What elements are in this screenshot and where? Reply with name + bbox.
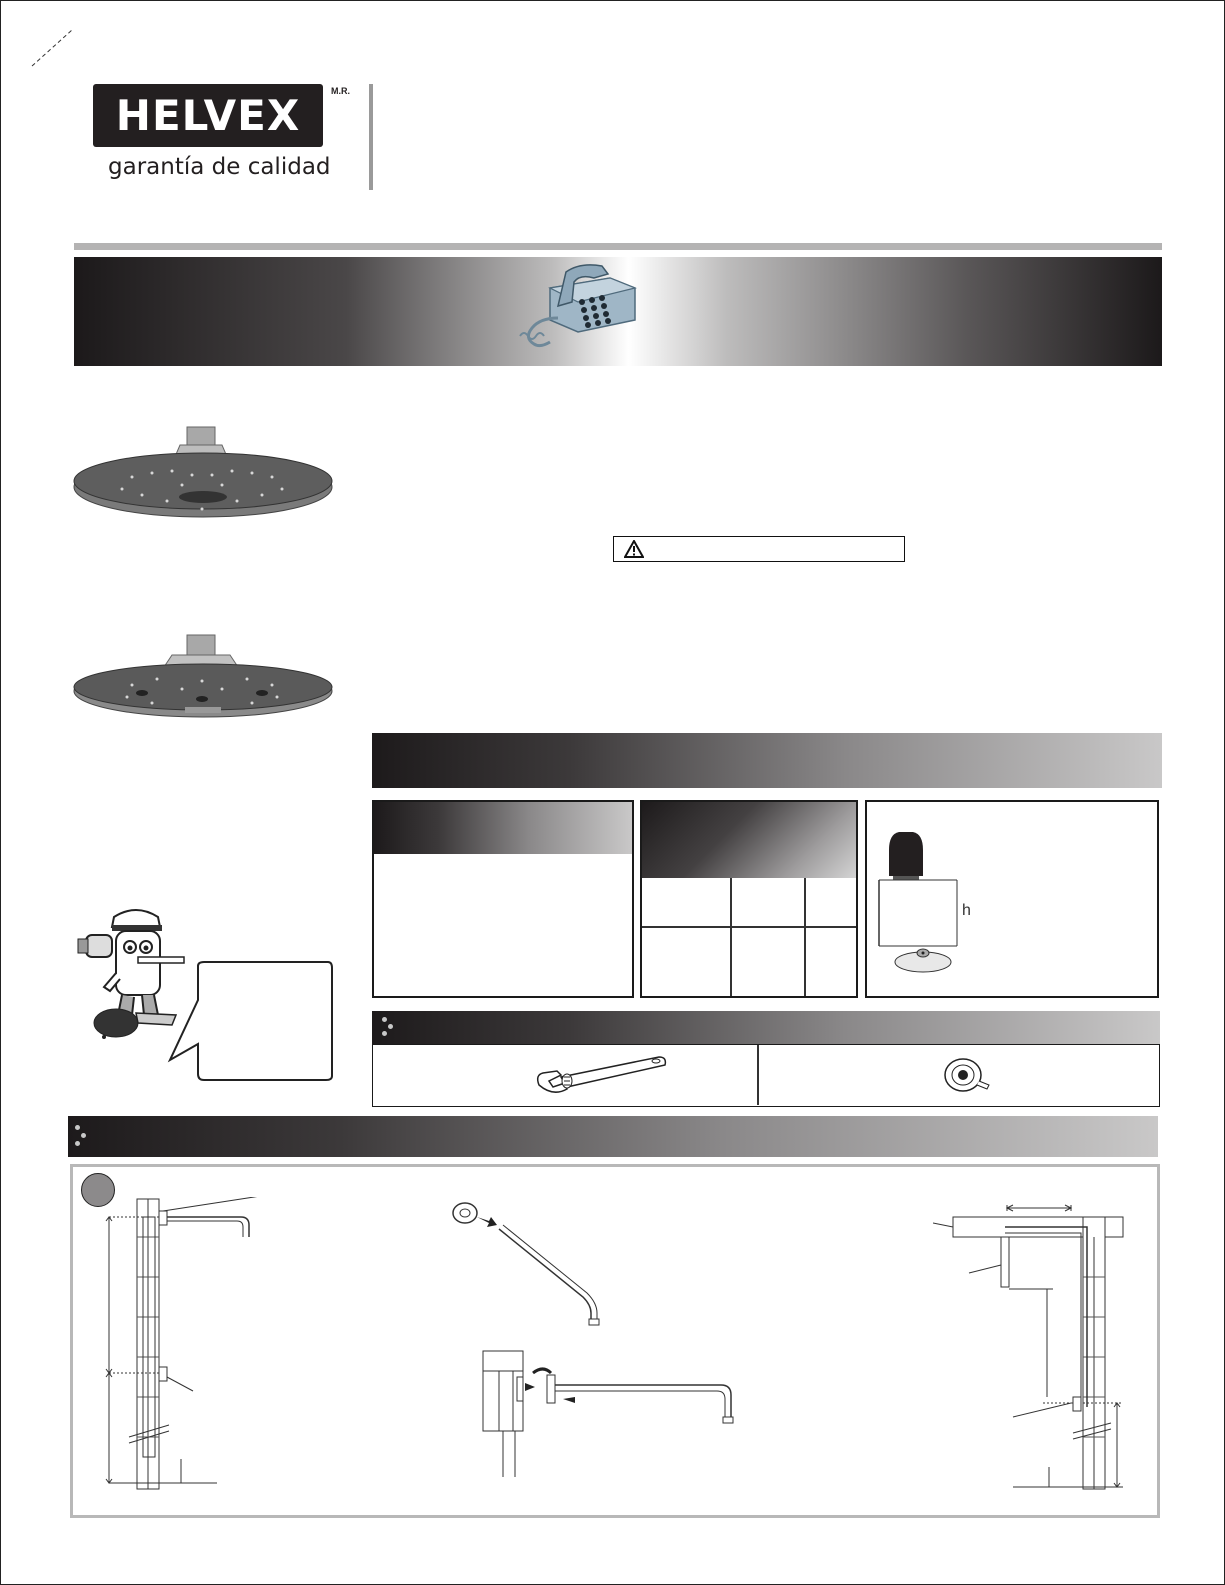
logo-divider	[369, 84, 373, 190]
spec-box-flow-table	[640, 800, 858, 998]
tools-divider	[757, 1045, 759, 1105]
warning-box	[613, 536, 905, 562]
arm-thread-insertion-diagram	[473, 1347, 833, 1487]
shower-head-image-2	[72, 633, 334, 728]
logo-tagline: garantía de calidad	[108, 154, 331, 180]
speech-bubble	[164, 960, 334, 1084]
adjustable-wrench-icon	[531, 1053, 671, 1099]
spec-table-header	[642, 802, 856, 878]
logo-registered-mark: M.R.	[331, 86, 350, 96]
tools-section-bar	[372, 1011, 1160, 1044]
cut-mark	[28, 26, 76, 70]
spec-box-height-diagram	[865, 800, 1159, 998]
spec-box-pressure	[372, 800, 634, 998]
telephone-icon	[510, 258, 650, 358]
installation-diagrams-box	[70, 1164, 1160, 1518]
warning-triangle-icon	[624, 540, 644, 558]
height-label: h	[962, 902, 971, 919]
wall-installation-diagram-left	[93, 1197, 323, 1497]
table-divider	[730, 878, 732, 996]
installation-section-bar	[68, 1116, 1158, 1157]
logo-badge	[93, 84, 323, 147]
shower-head-image	[72, 425, 334, 525]
table-divider	[804, 878, 806, 996]
header-rule	[74, 243, 1162, 250]
tools-box	[372, 1044, 1160, 1107]
specs-section-bar	[372, 733, 1162, 788]
shower-arm-assembly-diagram	[443, 1187, 603, 1327]
spec-box-pressure-header	[374, 802, 632, 854]
table-divider	[642, 926, 856, 928]
ceiling-installation-diagram-right	[933, 1197, 1153, 1497]
height-diagram	[875, 822, 975, 982]
logo-brand: HELVEX	[115, 91, 301, 140]
teflon-tape-icon	[941, 1055, 991, 1095]
